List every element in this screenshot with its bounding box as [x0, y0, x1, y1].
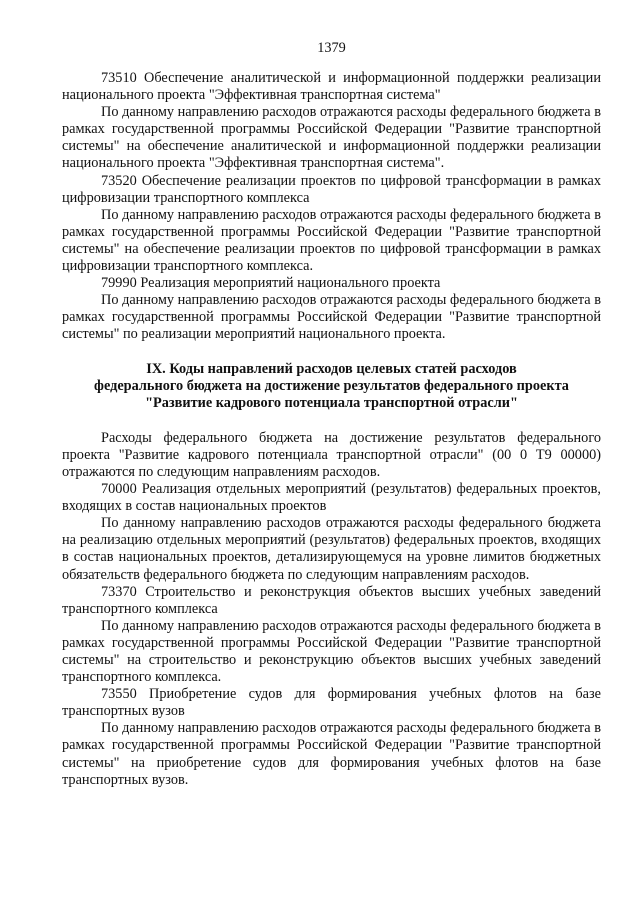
paragraph-73520-body: По данному направлению расходов отражаются расходы федерального бюджета в рамках государственной программы Российской Федерации "Развитие транспортной системы" на обеспечение реализации проектов по цифровой трансформации в рамках цифровизации транспортного комплекса.: [62, 206, 601, 275]
paragraph-73520-heading: 73520 Обеспечение реализации проектов по цифровой трансформации в рамках цифровизации транспортного комплекса: [62, 172, 601, 206]
section-title-line-1: IX. Коды направлений расходов целевых статей расходов: [146, 360, 517, 377]
section-title-line-2: федерального бюджета на достижение результатов федерального проекта: [94, 377, 569, 394]
section-title-line-3: "Развитие кадрового потенциала транспортной отрасли": [145, 394, 518, 411]
paragraph-70000-body: По данному направлению расходов отражаются расходы федерального бюджета на реализацию отдельных мероприятий (результатов) федеральных проектов, входящих в состав национальных проектов, детализирующемуся на уровне лимитов бюджетных обязательств федерального бюджета по следующим направлениям расходов.: [62, 515, 601, 583]
section-title: [62, 361, 601, 412]
paragraph-73370-body: По данному направлению расходов отражаются расходы федерального бюджета в рамках государственной программы Российской Федерации "Развитие транспортной системы" на строительство и реконструкцию объектов высших учебных заведений транспортного комплекса.: [62, 617, 601, 686]
paragraph-73550-heading: 73550 Приобретение судов для формирования учебных флотов на базе транспортных вузов: [62, 686, 601, 720]
paragraph-79990-heading: 79990 Реализация мероприятий национального проекта: [101, 275, 441, 292]
paragraph-section-intro: Расходы федерального бюджета на достижение результатов федерального проекта "Развитие кадрового потенциала транспортной отрасли" (00 0 Т9 00000) отражаются по следующим направлениям расходов.: [62, 429, 601, 480]
page-number: 1379: [317, 40, 346, 56]
paragraph-73550-body: По данному направлению расходов отражаются расходы федерального бюджета в рамках государственной программы Российской Федерации "Развитие транспортной системы" на приобретение судов для формирования учебных флотов на базе транспортных вузов.: [62, 720, 601, 788]
paragraph-70000-heading: 70000 Реализация отдельных мероприятий (результатов) федеральных проектов, входящих в состав национальных проектов: [62, 481, 601, 515]
paragraph-73370-heading: 73370 Строительство и реконструкция объектов высших учебных заведений транспортного комплекса: [62, 583, 601, 617]
paragraph-73510-heading: 73510 Обеспечение аналитической и информационной поддержки реализации национального проекта "Эффективная транспортная система": [62, 70, 601, 104]
paragraph-73510-body: По данному направлению расходов отражаются расходы федерального бюджета в рамках государственной программы Российской Федерации "Развитие транспортной системы" на обеспечение аналитической и информационной поддержки реализации национального проекта "Эффективная транспортная система".: [62, 104, 601, 172]
paragraph-79990-body: По данному направлению расходов отражаются расходы федерального бюджета в рамках государственной программы Российской Федерации "Развитие транспортной системы" по реализации мероприятий национального проекта.: [62, 292, 601, 343]
